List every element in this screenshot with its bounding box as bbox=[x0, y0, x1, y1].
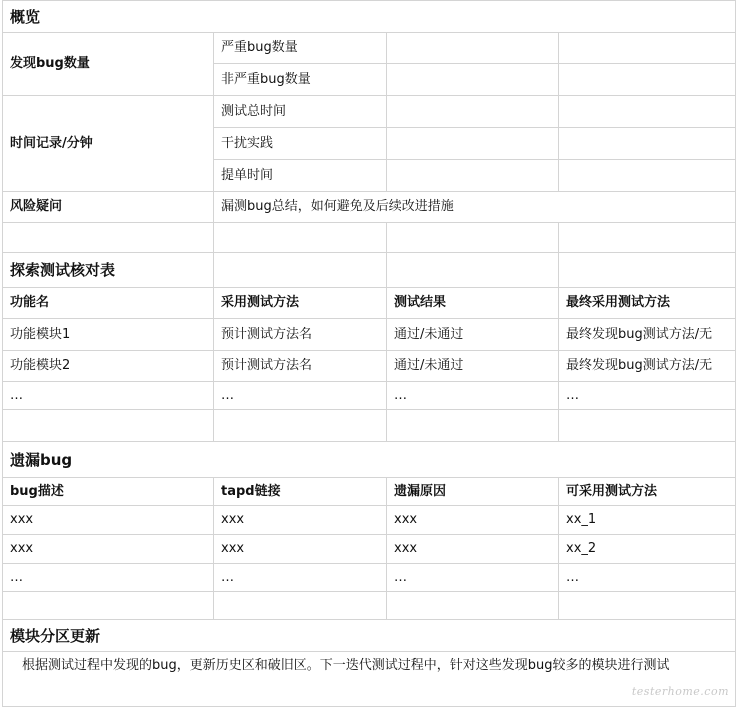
empty-cell bbox=[559, 64, 736, 96]
checklist-header: 采用测试方法 bbox=[214, 288, 387, 319]
total-time-label: 测试总时间 bbox=[214, 96, 387, 128]
non-severe-bug-label: 非严重bug数量 bbox=[214, 64, 387, 96]
empty-cell bbox=[3, 410, 214, 442]
checklist-header: 最终采用测试方法 bbox=[559, 288, 736, 319]
checklist-cell: 预计测试方法名 bbox=[214, 351, 387, 382]
empty-cell bbox=[387, 64, 559, 96]
checklist-header: 功能名 bbox=[3, 288, 214, 319]
checklist-cell: 通过/未通过 bbox=[387, 319, 559, 351]
missed-cell: xx_1 bbox=[559, 506, 736, 535]
empty-cell bbox=[387, 160, 559, 192]
empty-cell bbox=[387, 128, 559, 160]
empty-cell bbox=[387, 592, 559, 620]
empty-cell bbox=[214, 592, 387, 620]
empty-cell bbox=[214, 410, 387, 442]
overview-title: 概览 bbox=[3, 1, 736, 33]
bug-count-label: 发现bug数量 bbox=[3, 33, 214, 96]
checklist-header: 测试结果 bbox=[387, 288, 559, 319]
missed-cell: xxx bbox=[387, 506, 559, 535]
empty-cell bbox=[214, 223, 387, 253]
empty-cell bbox=[387, 410, 559, 442]
empty-cell bbox=[559, 96, 736, 128]
checklist-cell: 预计测试方法名 bbox=[214, 319, 387, 351]
missed-header: tapd链接 bbox=[214, 478, 387, 506]
risk-label: 风险疑问 bbox=[3, 192, 214, 223]
checklist-cell: 通过/未通过 bbox=[387, 351, 559, 382]
checklist-cell: … bbox=[3, 382, 214, 410]
empty-cell bbox=[559, 592, 736, 620]
empty-cell bbox=[3, 223, 214, 253]
severe-bug-label: 严重bug数量 bbox=[214, 33, 387, 64]
missed-cell: xxx bbox=[3, 506, 214, 535]
missed-cell: … bbox=[214, 564, 387, 592]
risk-value: 漏测bug总结，如何避免及后续改进措施 bbox=[214, 192, 736, 223]
checklist-cell: … bbox=[559, 382, 736, 410]
empty-cell bbox=[3, 592, 214, 620]
missed-cell: … bbox=[559, 564, 736, 592]
missed-cell: xxx bbox=[387, 535, 559, 564]
empty-cell bbox=[559, 253, 736, 288]
missed-cell: xxx bbox=[214, 535, 387, 564]
empty-cell bbox=[387, 33, 559, 64]
module-update-title: 模块分区更新 bbox=[3, 620, 736, 652]
empty-cell bbox=[559, 160, 736, 192]
time-record-label: 时间记录/分钟 bbox=[3, 96, 214, 192]
missed-header: bug描述 bbox=[3, 478, 214, 506]
missed-cell: … bbox=[3, 564, 214, 592]
missed-cell: … bbox=[387, 564, 559, 592]
checklist-cell: 功能模块1 bbox=[3, 319, 214, 351]
watermark-logo: testerhome.com bbox=[631, 685, 729, 698]
empty-cell bbox=[387, 253, 559, 288]
empty-cell bbox=[387, 96, 559, 128]
empty-cell bbox=[559, 223, 736, 253]
missed-header: 可采用测试方法 bbox=[559, 478, 736, 506]
empty-cell bbox=[559, 410, 736, 442]
checklist-title: 探索测试核对表 bbox=[3, 253, 214, 288]
missed-cell: xx_2 bbox=[559, 535, 736, 564]
empty-cell bbox=[387, 223, 559, 253]
practice-label: 干扰实践 bbox=[214, 128, 387, 160]
empty-cell bbox=[559, 33, 736, 64]
empty-cell bbox=[559, 128, 736, 160]
checklist-cell: … bbox=[214, 382, 387, 410]
empty-cell bbox=[214, 253, 387, 288]
checklist-cell: 最终发现bug测试方法/无 bbox=[559, 319, 736, 351]
submit-time-label: 提单时间 bbox=[214, 160, 387, 192]
missed-cell: xxx bbox=[214, 506, 387, 535]
checklist-cell: 最终发现bug测试方法/无 bbox=[559, 351, 736, 382]
missed-cell: xxx bbox=[3, 535, 214, 564]
test-report-table bbox=[2, 0, 736, 707]
checklist-cell: 功能模块2 bbox=[3, 351, 214, 382]
missed-header: 遗漏原因 bbox=[387, 478, 559, 506]
module-update-text: 根据测试过程中发现的bug，更新历史区和破旧区。下一迭代测试过程中，针对这些发现bug较多的模块进行测试 bbox=[3, 652, 736, 707]
checklist-cell: … bbox=[387, 382, 559, 410]
missed-bug-title: 遗漏bug bbox=[3, 442, 736, 478]
